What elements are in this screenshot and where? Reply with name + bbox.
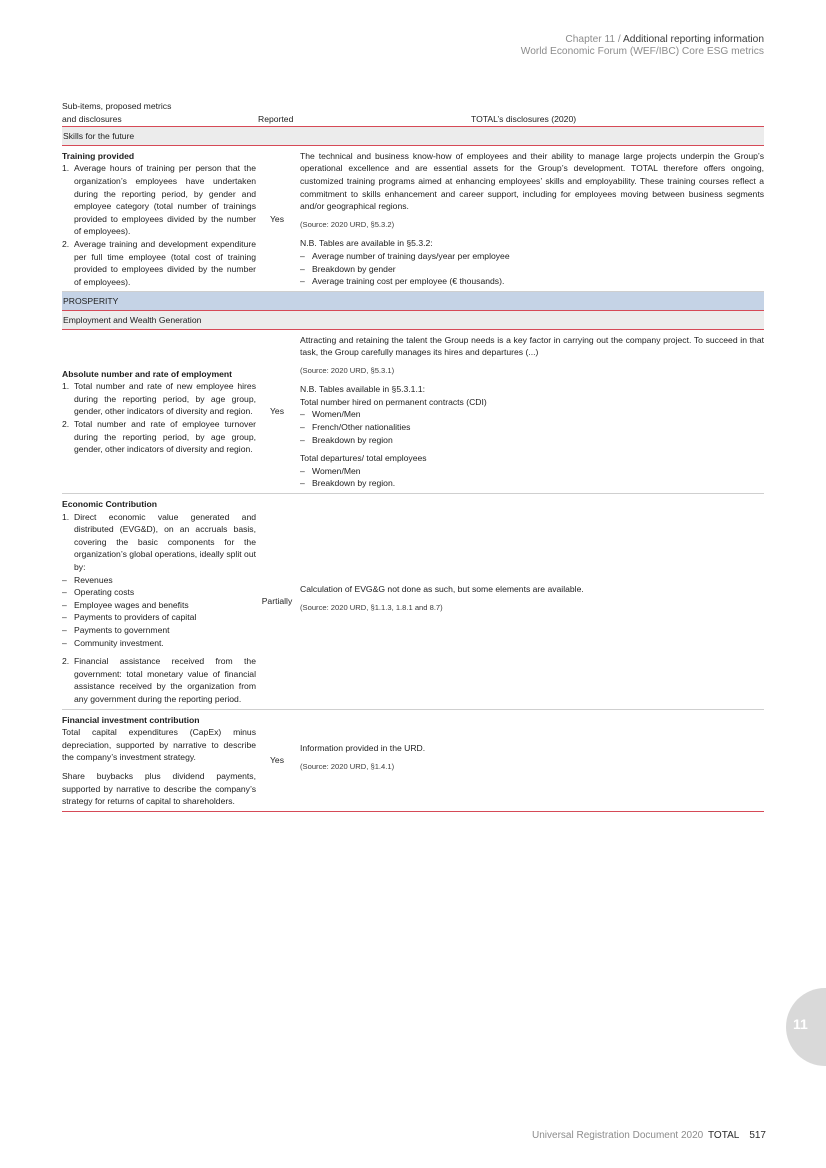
dash-mark: – xyxy=(62,624,67,635)
source-reference: (Source: 2020 URD, §1.4.1) xyxy=(300,761,395,771)
nb-note-detail: Total number hired on permanent contracts (CDI) xyxy=(300,396,487,407)
column-header-disclosures: TOTAL’s disclosures (2020) xyxy=(296,100,764,127)
table-header-row xyxy=(62,100,764,127)
section-title: Skills for the future xyxy=(62,127,764,146)
disclosure-cell xyxy=(296,145,764,292)
section-row-employment xyxy=(62,310,764,329)
sub-item xyxy=(62,511,256,650)
list-item xyxy=(300,434,764,447)
item-paragraph: Share buybacks plus dividend payments, supported by narrative to describe the company’s strategy for returns of capital to shareholders. xyxy=(62,770,256,807)
list-item-text: Women/Men xyxy=(312,465,361,476)
section-title: Employment and Wealth Generation xyxy=(62,310,764,329)
chapter-label: Chapter 11 xyxy=(565,34,616,45)
list-item-text: French/Other nationalities xyxy=(312,422,411,433)
page-number: 517 xyxy=(749,1130,766,1141)
disclosure-text: Calculation of EVG&G not done as such, but some elements are available. xyxy=(300,584,584,595)
table-row-economic-contribution xyxy=(62,494,764,710)
dash-mark: – xyxy=(300,465,305,476)
list-item-text: Breakdown by region. xyxy=(312,478,396,489)
dash-mark: – xyxy=(62,612,67,623)
list-item xyxy=(300,275,764,288)
sub-item-list xyxy=(62,380,256,456)
dash-mark: – xyxy=(300,478,305,489)
list-item xyxy=(300,408,764,421)
source-reference: (Source: 2020 URD, §1.1.3, 1.8.1 and 8.7) xyxy=(300,602,443,612)
dash-list xyxy=(300,465,764,490)
chapter-subtitle: World Economic Forum (WEF/IBC) Core ESG metrics xyxy=(520,46,764,58)
sub-item-text: Average training and development expenditure per full time employee (total cost of training provided to employees divided by the number of employees). xyxy=(74,238,256,287)
dash-mark: – xyxy=(300,422,305,433)
item-title: Training provided xyxy=(62,150,135,161)
dash-list xyxy=(300,250,764,288)
sub-item-number: 1. xyxy=(62,511,70,522)
esg-metrics-table xyxy=(62,100,764,812)
list-item xyxy=(62,586,256,599)
sub-item xyxy=(62,162,256,238)
column-header-metrics-line1: Sub-items, proposed metrics xyxy=(62,101,172,111)
list-item-text: Payments to government xyxy=(74,624,170,635)
list-item xyxy=(300,421,764,434)
nb-note: N.B. Tables available in §5.3.1.1: xyxy=(300,384,426,395)
list-item xyxy=(62,637,256,650)
disclosure-cell xyxy=(296,709,764,811)
reported-status: Yes xyxy=(258,329,296,494)
item-title: Absolute number and rate of employment xyxy=(62,368,232,379)
sub-item xyxy=(62,418,256,456)
pillar-row-prosperity xyxy=(62,292,764,311)
disclosure-text: Information provided in the URD. xyxy=(300,743,426,754)
list-item xyxy=(300,477,764,490)
chapter-tab-number: 11 xyxy=(793,1016,808,1032)
sub-item-number: 2. xyxy=(62,238,70,249)
sub-item-text: Financial assistance received from the government: total monetary value of financial assistance received by the organization from any government during the reporting period. xyxy=(74,656,256,704)
disclosure-text: Attracting and retaining the talent the Group needs is a key factor in carrying out the company project. To succeed in that task, the Group carefully manages its hires and departures (...) xyxy=(300,334,764,358)
sub-item-number: 2. xyxy=(62,656,70,667)
sub-item-list xyxy=(62,511,256,706)
pillar-title: PROSPERITY xyxy=(62,292,764,311)
sub-item xyxy=(62,655,256,705)
list-item xyxy=(62,599,256,612)
dash-mark: – xyxy=(300,263,305,274)
table-row-investment xyxy=(62,709,764,811)
source-reference: (Source: 2020 URD, §5.3.2) xyxy=(300,219,395,229)
sub-item-number: 2. xyxy=(62,419,70,430)
list-item xyxy=(300,465,764,478)
item-title: Economic Contribution xyxy=(62,499,158,510)
dash-mark: – xyxy=(300,276,305,287)
reported-status: Yes xyxy=(258,709,296,811)
disclosure-cell xyxy=(296,494,764,710)
sub-item xyxy=(62,380,256,418)
chapter-line xyxy=(521,34,764,46)
dash-mark: – xyxy=(62,587,67,598)
list-item-text: Operating costs xyxy=(74,587,135,598)
chapter-title: Additional reporting information xyxy=(622,34,764,45)
list-item-text: Employee wages and benefits xyxy=(74,599,189,610)
metric-cell xyxy=(62,709,258,811)
dash-mark: – xyxy=(300,250,305,261)
footer-document-title: Universal Registration Document 2020 xyxy=(532,1130,704,1141)
list-item xyxy=(62,624,256,637)
item-title: Financial investment contribution xyxy=(62,714,200,725)
list-item xyxy=(62,574,256,587)
disclosure-cell xyxy=(296,329,764,494)
list-item-text: Community investment. xyxy=(74,637,164,648)
page-header xyxy=(521,34,764,59)
source-reference: (Source: 2020 URD, §5.3.1) xyxy=(300,365,395,375)
list-item xyxy=(300,250,764,263)
chapter-tab xyxy=(786,988,826,1066)
table-row-employment xyxy=(62,329,764,494)
sub-item-number: 1. xyxy=(62,381,70,392)
list-item-text: Women/Men xyxy=(312,409,361,420)
column-header-reported: Reported xyxy=(258,100,296,127)
sub-item-text: Total number and rate of employee turnover during the reporting period, by age group, gender, other indicators of diversity and region. xyxy=(74,419,256,455)
list-item-text: Average number of training days/year per employee xyxy=(312,250,510,261)
dash-list xyxy=(62,574,256,650)
dash-mark: – xyxy=(62,637,67,648)
list-item xyxy=(62,611,256,624)
column-header-metrics-line2: and disclosures xyxy=(62,113,122,124)
metric-cell xyxy=(62,329,258,494)
column-header-metrics xyxy=(62,100,258,127)
departures-label: Total departures/ total employees xyxy=(300,453,427,464)
dash-mark: – xyxy=(62,574,67,585)
sub-item-text: Average hours of training per person that the organization’s employees have undertaken during the reporting period, by gender and employee category (total number of trainings provided to employees divided by the number of employees). xyxy=(74,163,256,237)
dash-list xyxy=(300,408,764,446)
nb-note: N.B. Tables are available in §5.3.2: xyxy=(300,238,433,249)
sub-item-number: 1. xyxy=(62,163,70,174)
metric-cell xyxy=(62,494,258,710)
section-row-skills xyxy=(62,127,764,146)
sub-item-text: Total number and rate of new employee hires during the reporting period, by age group, gender, other indicators of diversity and region. xyxy=(74,381,256,417)
sub-item-list xyxy=(62,162,256,288)
list-item xyxy=(300,263,764,276)
table-row-training xyxy=(62,145,764,292)
metric-cell xyxy=(62,145,258,292)
page-footer xyxy=(532,1130,766,1143)
item-paragraph: Total capital expenditures (CapEx) minus depreciation, supported by narrative to describe the company’s investment strategy. xyxy=(62,727,256,763)
list-item-text: Average training cost per employee (€ thousands). xyxy=(312,276,505,287)
reported-status: Yes xyxy=(258,145,296,292)
reported-status: Partially xyxy=(258,494,296,710)
sub-item xyxy=(62,238,256,288)
disclosure-text: The technical and business know-how of employees and their ability to manage large projects underpin the Group’s operational excellence and are essential assets for the Group’s development. TOTAL therefore offers ongoing, customized training programs aimed at enhancing employees’ skills and employability. These training courses reflect a commitment to skills enhancement and career support, including for employees moving between business segments and/or geographical regions. xyxy=(300,150,764,212)
chapter-separator: / xyxy=(615,34,623,45)
list-item-text: Breakdown by gender xyxy=(312,263,396,274)
dash-mark: – xyxy=(300,409,305,420)
list-item-text: Breakdown by region xyxy=(312,434,393,445)
dash-mark: – xyxy=(300,434,305,445)
footer-brand: TOTAL xyxy=(708,1130,740,1141)
list-item-text: Payments to providers of capital xyxy=(74,612,197,623)
dash-mark: – xyxy=(62,599,67,610)
sub-item-text: Direct economic value generated and distributed (EVG&D), on an accruals basis, covering the basic components for the organization’s global operations, ideally split out by: xyxy=(74,511,256,572)
list-item-text: Revenues xyxy=(74,574,113,585)
